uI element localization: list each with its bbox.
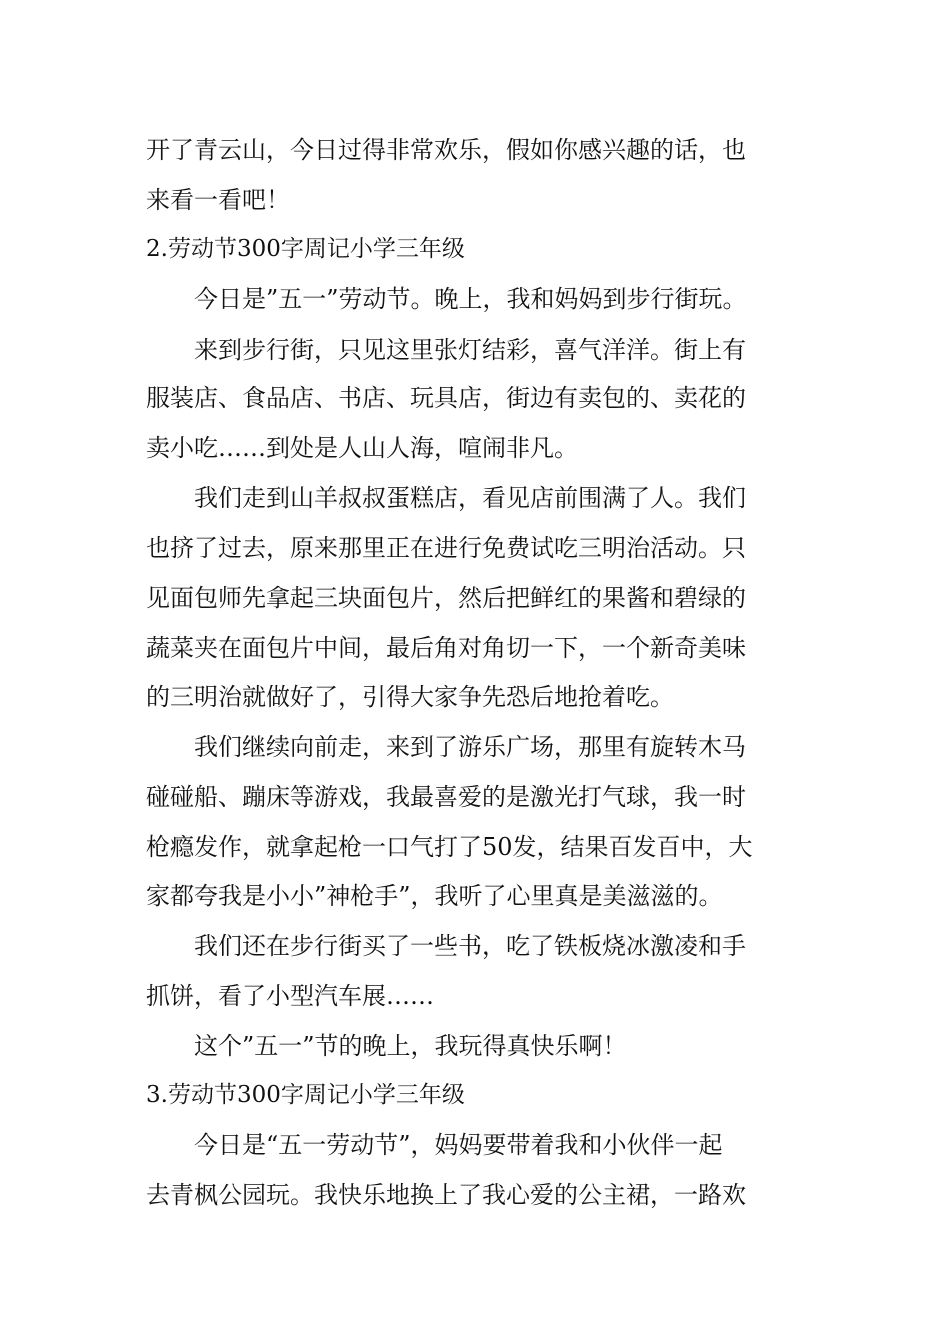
paragraph-line: 我们走到山羊叔叔蛋糕店，看见店前围满了人。我们: [194, 484, 746, 512]
paragraph-line: 枪瘾发作，就拿起枪一口气打了50发，结果百发百中，大: [146, 833, 753, 861]
paragraph-line: 也挤了过去，原来那里正在进行免费试吃三明治活动。只: [146, 534, 746, 562]
paragraph-line: 碰碰船、蹦床等游戏，我最喜爱的是激光打气球，我一时: [146, 783, 746, 811]
paragraph-line: 我们继续向前走，来到了游乐广场，那里有旋转木马: [194, 733, 746, 761]
paragraph-line: 的三明治就做好了，引得大家争先恐后地抢着吃。: [146, 683, 674, 711]
paragraph-line: 卖小吃……到处是人山人海，喧闹非凡。: [146, 434, 578, 462]
paragraph-line: 服装店、食品店、书店、玩具店，街边有卖包的、卖花的: [146, 384, 746, 412]
paragraph-line: 开了青云山，今日过得非常欢乐，假如你感兴趣的话，也: [146, 136, 746, 164]
paragraph-line: 今日是“五一劳动节”，妈妈要带着我和小伙伴一起: [194, 1131, 723, 1159]
paragraph-line: 这个”五一”节的晚上，我玩得真快乐啊！: [194, 1032, 627, 1060]
paragraph-line: 今日是”五一”劳动节。晚上，我和妈妈到步行街玩。: [194, 285, 747, 313]
paragraph-line: 来到步行街，只见这里张灯结彩，喜气洋洋。街上有: [194, 336, 746, 364]
paragraph-line: 我们还在步行街买了一些书，吃了铁板烧冰激凌和手: [194, 932, 746, 960]
paragraph-line: 蔬菜夹在面包片中间，最后角对角切一下，一个新奇美味: [146, 634, 746, 662]
paragraph-line: 抓饼，看了小型汽车展……: [146, 982, 434, 1010]
section-heading: 2.劳动节300字周记小学三年级: [146, 236, 465, 262]
paragraph-line: 来看一看吧！: [146, 186, 290, 214]
paragraph-line: 去青枫公园玩。我快乐地换上了我心爱的公主裙，一路欢: [146, 1181, 746, 1209]
section-heading: 3.劳动节300字周记小学三年级: [146, 1082, 465, 1108]
paragraph-line: 见面包师先拿起三块面包片，然后把鲜红的果酱和碧绿的: [146, 584, 746, 612]
paragraph-line: 家都夸我是小小”神枪手”，我听了心里真是美滋滋的。: [146, 882, 723, 910]
